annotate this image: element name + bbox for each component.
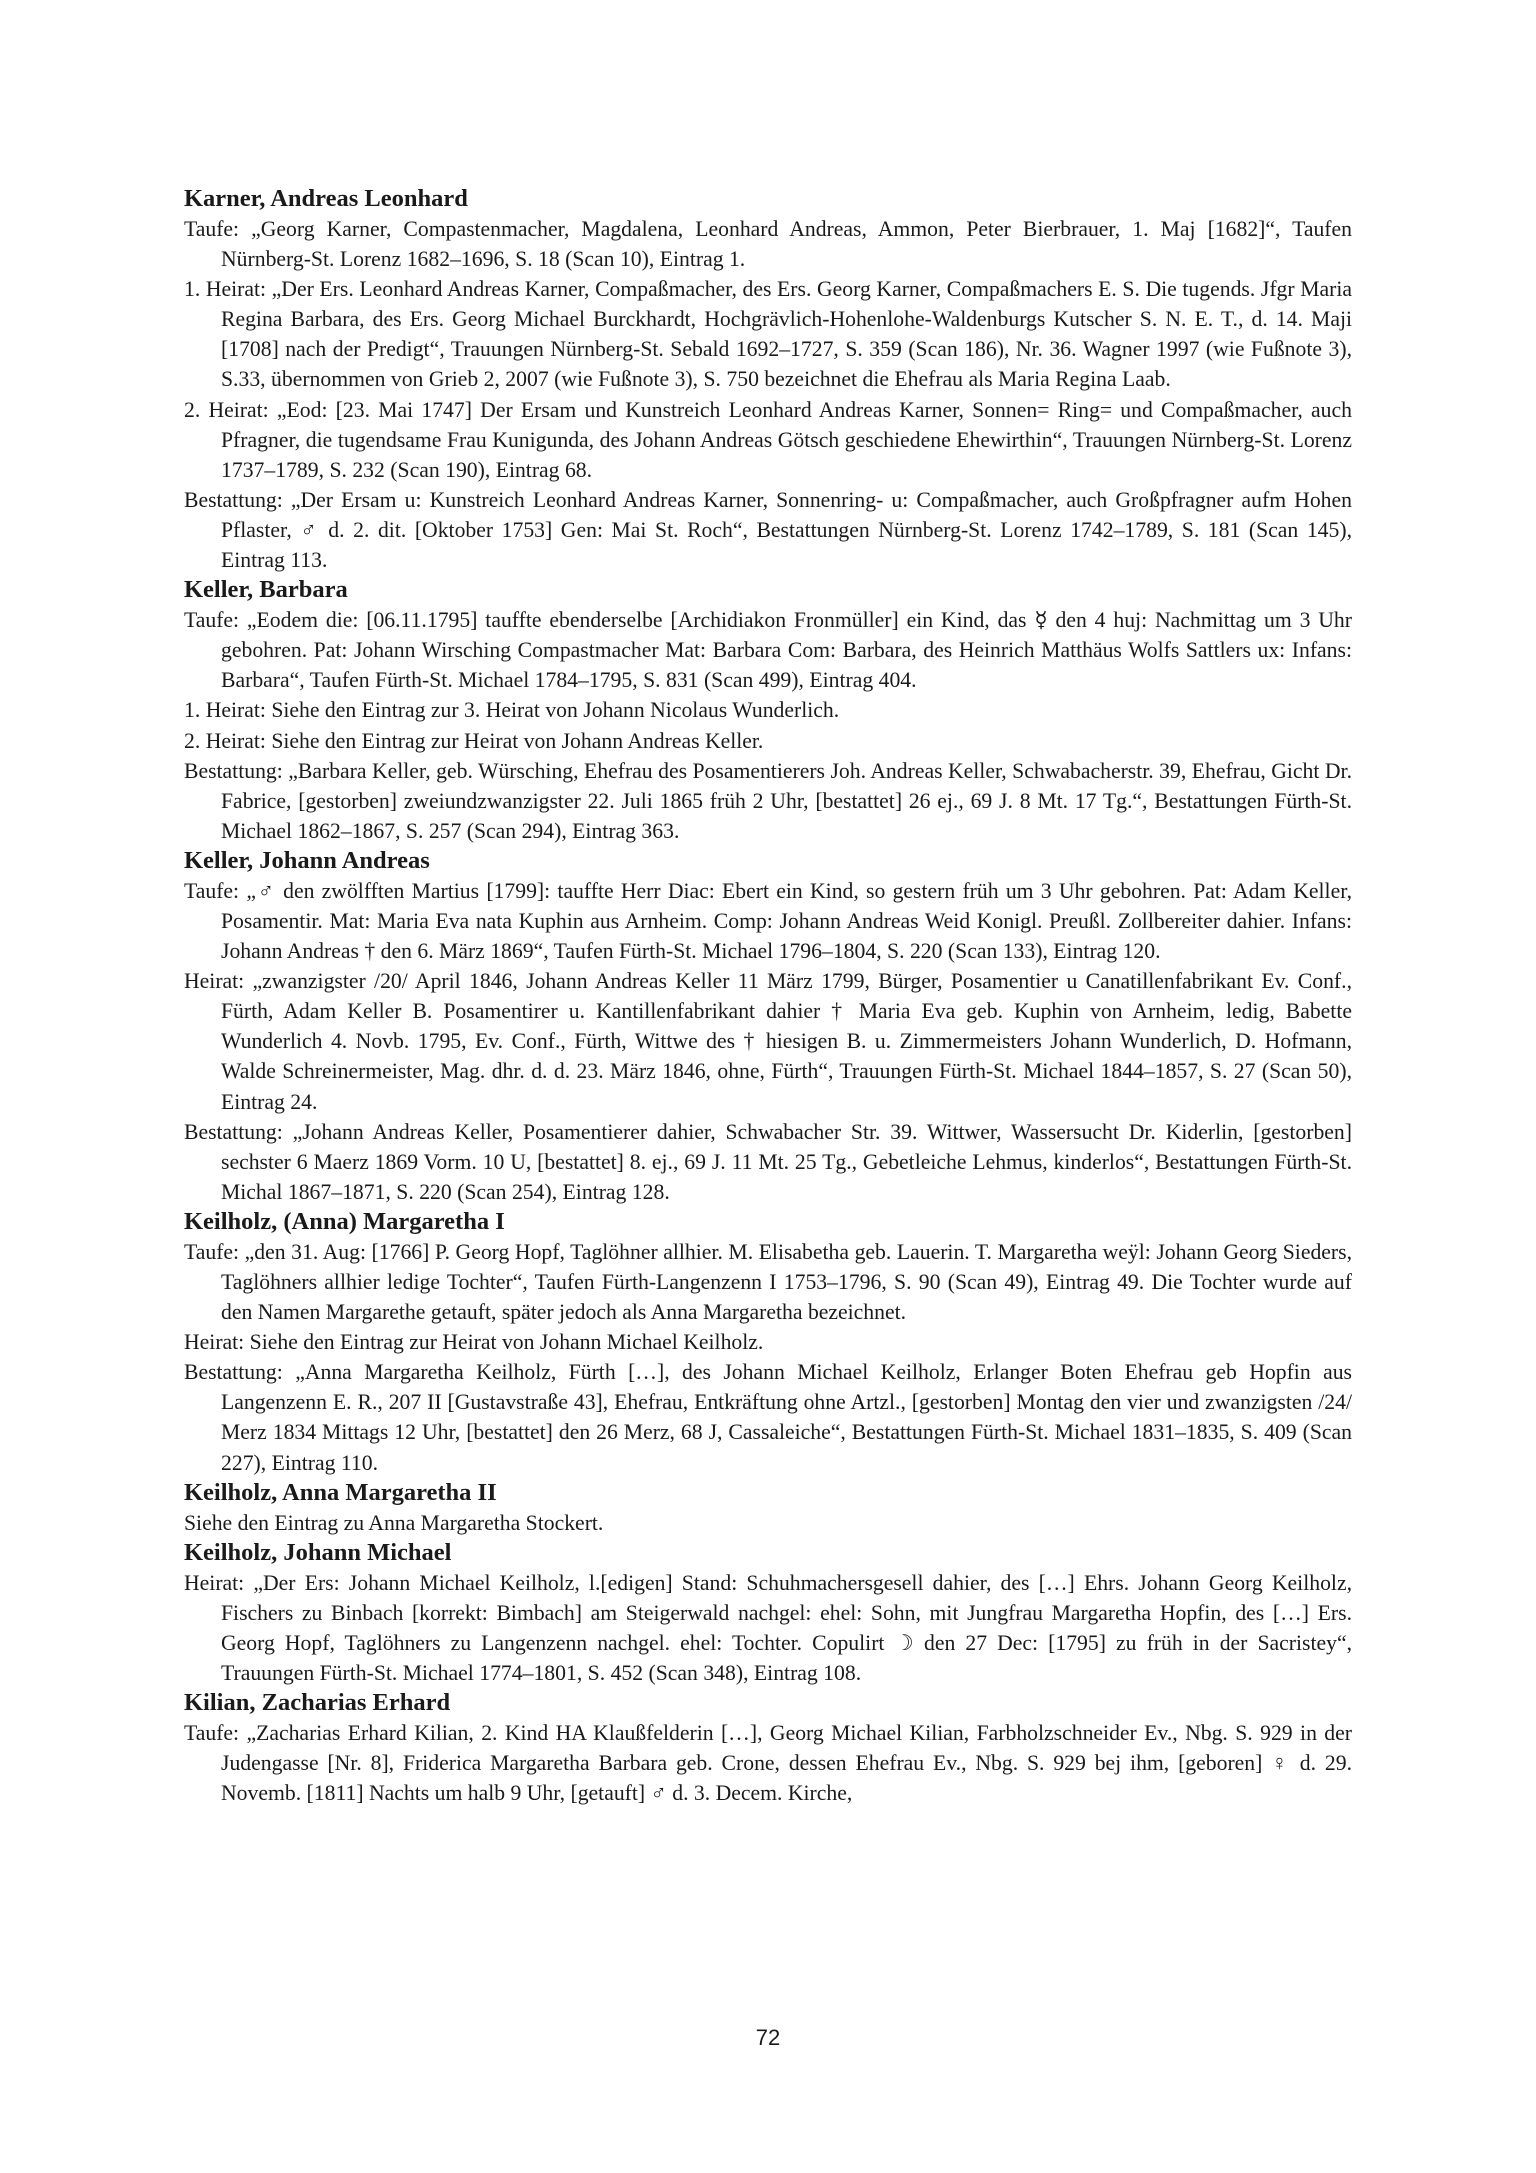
entry [184, 1478, 1352, 1538]
entry-paragraph: Heirat: „zwanzigster /20/ April 1846, Johann Andreas Keller 11 März 1799, Bürger, Posamentier u Canatillenfabrikant Ev. Conf., Fürth, Adam Keller B. Posamentirer u. Kantillenfabrikant dahier † Maria Eva geb. Kuphin von Arnheim, ledig, Babette Wunderlich 4. Novb. 1795, Ev. Conf., Fürth, Wittwe des † hiesigen B. u. Zimmermeisters Johann Wunderlich, D. Hofmann, Walde Schreinermeister, Mag. dhr. d. d. 23. März 1846, ohne, Fürth“, Trauungen Fürth-St. Michael 1844–1857, S. 27 (Scan 50), Eintrag 24. [184, 969, 1352, 1114]
entry-paragraph: Taufe: „♂ den zwölfften Martius [1799]: tauffte Herr Diac: Ebert ein Kind, so gestern früh um 3 Uhr gebohren. Pat: Adam Keller, Posamentir. Mat: Maria Eva nata Kuphin aus Arnheim. Comp: Johann Andreas Weid Konigl. Preußl. Zollbereiter dahier. Infans: Johann Andreas † den 6. März 1869“, Taufen Fürth-St. Michael 1796–1804, S. 220 (Scan 133), Eintrag 120. [184, 878, 1352, 964]
entry-title: Keilholz, Johann Michael [184, 1538, 452, 1566]
entry-paragraph: 2. Heirat: „Eod: [23. Mai 1747] Der Ersam und Kunstreich Leonhard Andreas Karner, Sonnen= Ring= und Compaßmacher, auch Pfragner, die tugendsame Frau Kunigunda, des Johann Andreas Götsch geschiedene Ehewirthin“, Trauungen Nürnberg-St. Lorenz 1737–1789, S. 232 (Scan 190), Eintrag 68. [184, 397, 1352, 482]
entry-paragraph: Bestattung: „Der Ersam u: Kunstreich Leonhard Andreas Karner, Sonnenring- u: Compaßmacher, auch Großpfragner aufm Hohen Pflaster, ♂ d. 2. dit. [Oktober 1753] Gen: Mai St. Roch“, Bestattungen Nürnberg-St. Lorenz 1742–1789, S. 181 (Scan 145), Eintrag 113. [184, 487, 1352, 573]
entry-paragraph: Bestattung: „Johann Andreas Keller, Posamentierer dahier, Schwabacher Str. 39. Wittwer, Wassersucht Dr. Kiderlin, [gestorben] sechster 6 Maerz 1869 Vorm. 10 U, [bestattet] 8. ej., 69 J. 11 Mt. 25 Tg., Gebetleiche Lehmus, kinderlos“, Bestattungen Fürth-St. Michal 1867–1871, S. 220 (Scan 254), Eintrag 128. [184, 1119, 1352, 1204]
page-number: 72 [755, 2025, 781, 2050]
entry-paragraph: 2. Heirat: Siehe den Eintrag zur Heirat von Johann Andreas Keller. [184, 728, 764, 753]
entry [184, 184, 1352, 575]
entry-title: Keilholz, Anna Margaretha II [184, 1478, 497, 1506]
document-body [184, 184, 1352, 1808]
entry [184, 575, 1352, 846]
entry-paragraph: Taufe: „den 31. Aug: [1766] P. Georg Hopf, Taglöhner allhier. M. Elisabetha geb. Lauerin. T. Margaretha weÿl: Johann Georg Sieders, Taglöhners allhier ledige Tochter“, Taufen Fürth-Langenzenn I 1753–1796, S. 90 (Scan 49), Eintrag 49. Die Tochter wurde auf den Namen Margarethe getauft, später jedoch als Anna Margaretha bezeichnet. [184, 1239, 1352, 1325]
entry-paragraph: Heirat: „Der Ers: Johann Michael Keilholz, l.[edigen] Stand: Schuhmachersgesell dahier, des […] Ehrs. Johann Georg Keilholz, Fischers zu Binbach [korrekt: Bimbach] am Steigerwald nachgel: ehel: Sohn, mit Jungfrau Margaretha Hopfin, des […] Ers. Georg Hopf, Taglöhners zu Langenzenn nachgel. ehel: Tochter. Copulirt ☽ den 27 Dec: [1795] zu früh in der Sacristey“, Trauungen Fürth-St. Michael 1774–1801, S. 452 (Scan 348), Eintrag 108. [184, 1570, 1352, 1686]
entry-title: Keller, Johann Andreas [184, 846, 430, 874]
entry-title: Keilholz, (Anna) Margaretha I [184, 1207, 505, 1235]
entry-paragraph: Taufe: „Eodem die: [06.11.1795] tauffte ebenderselbe [Archidiakon Fronmüller] ein Kind, das ☿ den 4 huj: Nachmittag um 3 Uhr gebohren. Pat: Johann Wirsching Compastmacher Mat: Barbara Com: Barbara, des Heinrich Matthäus Wolfs Sattlers ux: Infans: Barbara“, Taufen Fürth-St. Michael 1784–1795, S. 831 (Scan 499), Eintrag 404. [184, 608, 1352, 693]
entry-title: Keller, Barbara [184, 576, 348, 604]
entry-paragraph: 1. Heirat: Siehe den Eintrag zur 3. Heirat von Johann Nicolaus Wunderlich. [184, 698, 840, 723]
entry-paragraph: Bestattung: „Anna Margaretha Keilholz, Fürth […], des Johann Michael Keilholz, Erlanger Boten Ehefrau geb Hopfin aus Langenzenn E. R., 207 II [Gustavstraße 43], Ehefrau, Entkräftung ohne Artzl., [gestorben] Montag den vier und zwanzigsten /24/ Merz 1834 Mittags 12 Uhr, [bestattet] den 26 Merz, 68 J, Cassaleiche“, Bestattungen Fürth-St. Michael 1831–1835, S. 409 (Scan 227), Eintrag 110. [184, 1360, 1352, 1475]
entry-paragraph: Taufe: „Georg Karner, Compastenmacher, Magdalena, Leonhard Andreas, Ammon, Peter Bierbrauer, 1. Maj [1682]“, Taufen Nürnberg-St. Lorenz 1682–1696, S. 18 (Scan 10), Eintrag 1. [184, 217, 1352, 272]
entry-paragraph: Heirat: Siehe den Eintrag zur Heirat von Johann Michael Keilholz. [184, 1330, 764, 1355]
entry-title: Kilian, Zacharias Erhard [184, 1689, 451, 1717]
entry-title: Karner, Andreas Leonhard [184, 185, 468, 212]
entry [184, 1688, 1352, 1808]
entry-paragraph: Taufe: „Zacharias Erhard Kilian, 2. Kind HA Klaußfelderin […], Georg Michael Kilian, Farbholzschneider Ev., Nbg. S. 929 in der Judengasse [Nr. 8], Friderica Margaretha Barbara geb. Crone, dessen Ehefrau Ev., Nbg. S. 929 bej ihm, [geboren] ♀ d. 29. Novemb. [1811] Nachts um halb 9 Uhr, [getauft] ♂ d. 3. Decem. Kirche, [184, 1721, 1352, 1806]
entry [184, 1538, 1352, 1688]
entry-paragraph: 1. Heirat: „Der Ers. Leonhard Andreas Karner, Compaßmacher, des Ers. Georg Karner, Compaßmachers E. S. Die tugends. Jfgr Maria Regina Barbara, des Ers. Georg Michael Burckhardt, Hochgrävlich-Hohenlohe-Waldenburgs Kutscher S. N. E. T., d. 14. Maji [1708] nach der Predigt“, Trauungen Nürnberg-St. Sebald 1692–1727, S. 359 (Scan 186), Nr. 36. Wagner 1997 (wie Fußnote 3), S.33, übernommen von Grieb 2, 2007 (wie Fußnote 3), S. 750 bezeichnet die Ehefrau als Maria Regina Laab. [184, 277, 1352, 392]
entry-paragraph: Siehe den Eintrag zu Anna Margaretha Stockert. [184, 1510, 604, 1535]
entry [184, 846, 1352, 1207]
entry-paragraph: Bestattung: „Barbara Keller, geb. Würsching, Ehefrau des Posamentierers Joh. Andreas Keller, Schwabacherstr. 39, Ehefrau, Gicht Dr. Fabrice, [gestorben] zweiundzwanzigster 22. Juli 1865 früh 2 Uhr, [bestattet] 26 ej., 69 J. 8 Mt. 17 Tg.“, Bestattungen Fürth-St. Michael 1862–1867, S. 257 (Scan 294), Eintrag 363. [184, 758, 1352, 843]
entry [184, 1207, 1352, 1478]
